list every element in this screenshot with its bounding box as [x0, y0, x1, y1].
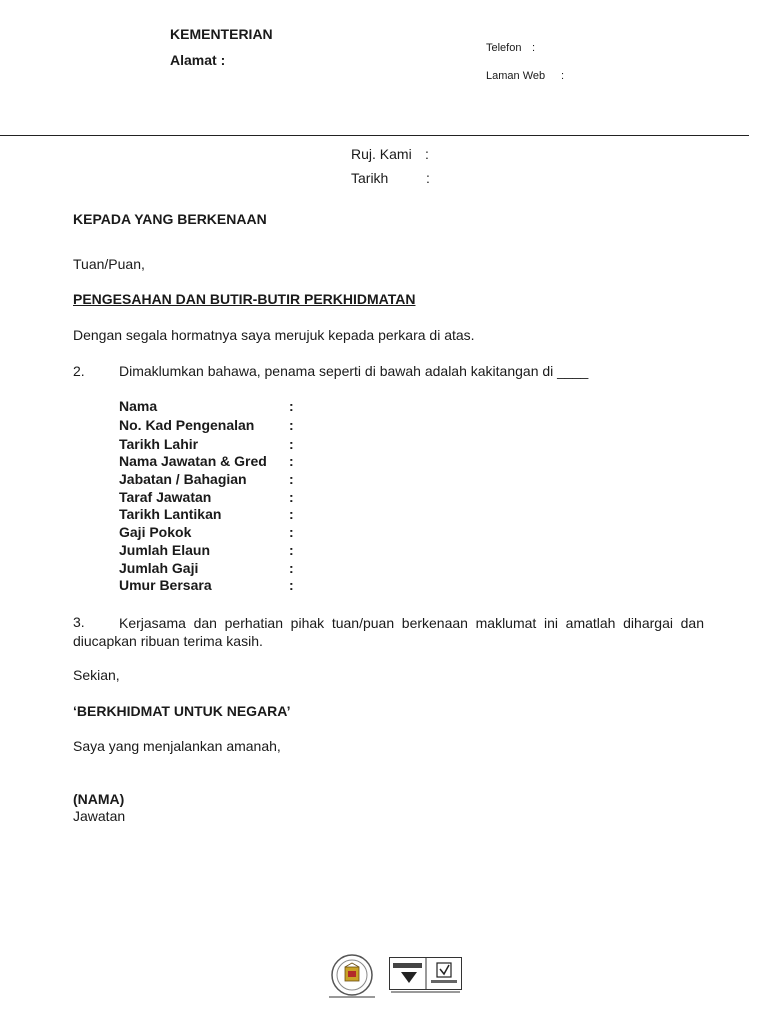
field-label: Jumlah Gaji	[119, 560, 199, 576]
field-label: Tarikh Lantikan	[119, 506, 222, 522]
date-label: Tarikh	[351, 170, 389, 186]
signatory-name: (NAMA)	[73, 791, 125, 807]
paragraph-3-text: Kerjasama dan perhatian pihak tuan/puan berkenaan maklumat ini amatlah dihargai dan diucapkan ribuan terima kasih.	[73, 615, 704, 649]
header-divider	[0, 135, 749, 136]
field-colon: :	[289, 577, 294, 593]
date-colon: :	[426, 170, 430, 186]
field-label: Gaji Pokok	[119, 524, 192, 540]
web-colon: :	[561, 70, 565, 82]
opening-sentence: Dengan segala hormatnya saya merujuk kepada perkara di atas.	[73, 327, 475, 343]
trust-line: Saya yang menjalankan amanah,	[73, 738, 281, 754]
field-label: Jumlah Elaun	[119, 542, 211, 558]
field-colon: :	[289, 398, 294, 414]
field-colon: :	[289, 453, 294, 469]
reference-label: Ruj. Kami	[351, 146, 412, 162]
web-label: Laman Web	[486, 70, 546, 82]
field-label: Umur Bersara	[119, 577, 212, 593]
phone-colon: :	[532, 42, 536, 54]
iso-certification-icon	[389, 957, 462, 995]
field-label: Nama	[119, 398, 158, 414]
subject-heading: PENGESAHAN DAN BUTIR-BUTIR PERKHIDMATAN	[73, 291, 416, 307]
field-colon: :	[289, 489, 294, 505]
field-label: Taraf Jawatan	[119, 489, 212, 505]
field-colon: :	[289, 417, 294, 433]
closing: Sekian,	[73, 667, 120, 683]
phone-label: Telefon	[486, 42, 522, 54]
motto: ‘BERKHIDMAT UNTUK NEGARA’	[73, 703, 291, 719]
salutation: Tuan/Puan,	[73, 256, 145, 272]
signatory-position: Jawatan	[73, 808, 126, 824]
field-label: Jabatan / Bahagian	[119, 471, 247, 487]
field-label: Nama Jawatan & Gred	[119, 453, 267, 469]
quality-seal-icon	[325, 953, 379, 1001]
field-colon: :	[289, 524, 294, 540]
field-colon: :	[289, 506, 294, 522]
field-label: No. Kad Pengenalan	[119, 417, 255, 433]
paragraph-3-number: 3.	[73, 614, 85, 630]
recipient-heading: KEPADA YANG BERKENAAN	[73, 211, 267, 227]
paragraph-2-text: Dimaklumkan bahawa, penama seperti di bawah adalah kakitangan di ____	[119, 363, 589, 379]
field-colon: :	[289, 560, 294, 576]
field-colon: :	[289, 436, 294, 452]
reference-colon: :	[425, 146, 429, 162]
ministry-name: KEMENTERIAN	[170, 26, 273, 42]
field-colon: :	[289, 542, 294, 558]
field-label: Tarikh Lahir	[119, 436, 199, 452]
field-colon: :	[289, 471, 294, 487]
address-label: Alamat :	[170, 52, 226, 68]
paragraph-2-number: 2.	[73, 363, 85, 379]
